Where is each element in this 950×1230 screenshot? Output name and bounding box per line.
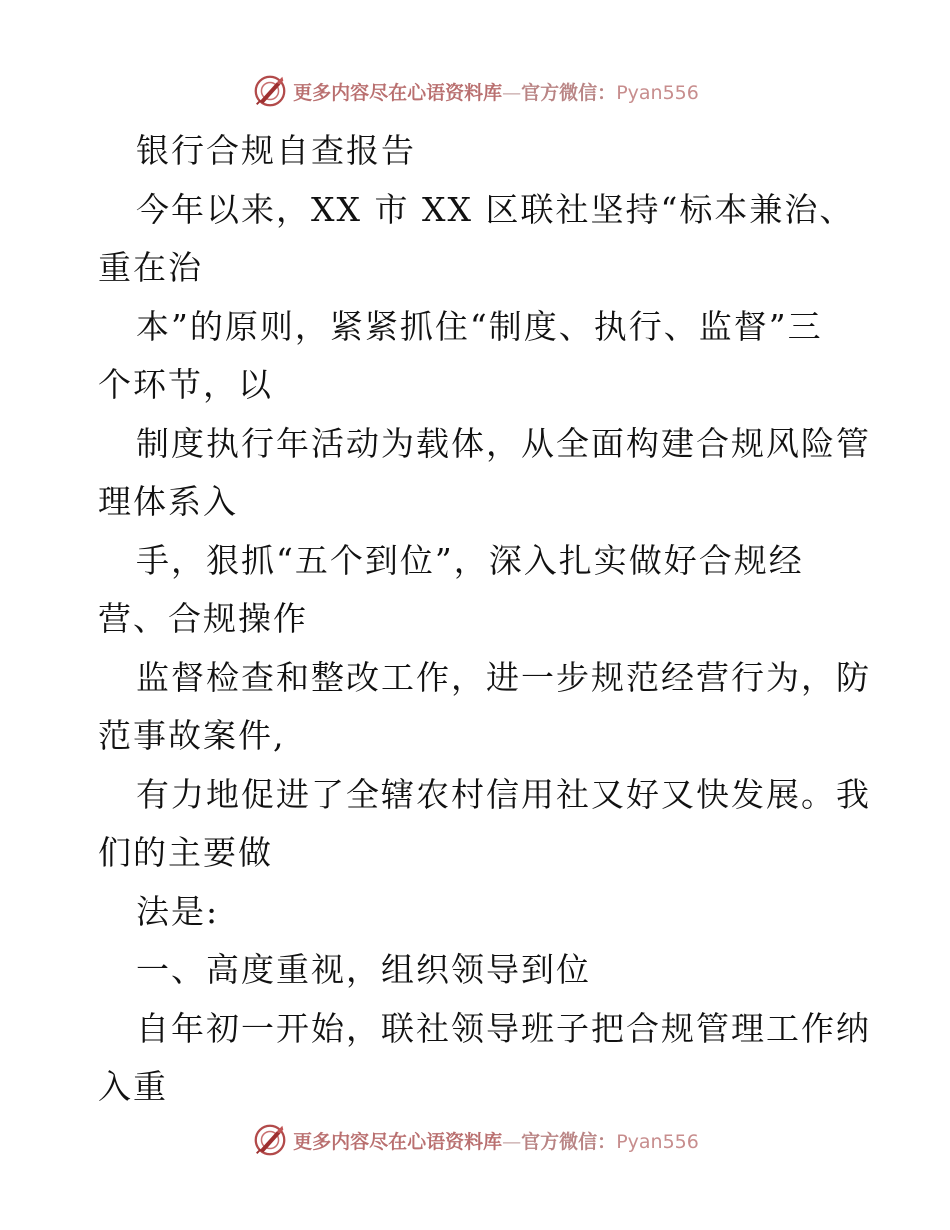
paragraph-line: 个环节，以: [98, 365, 273, 404]
watermark-main-text: 更多内容尽在心语资料库: [293, 1130, 503, 1153]
header-watermark: [0, 71, 950, 111]
paragraph-line: 范事故案件,: [98, 716, 286, 755]
paragraph-line: 自年初一开始，联社领导班子把合规管理工作纳: [136, 1008, 871, 1048]
quill-pen-logo-icon: [251, 72, 289, 110]
paragraph-line: 营、合规操作: [98, 599, 308, 638]
paragraph-line: 法是:: [136, 891, 220, 931]
watermark-wechat-label: 官方微信：: [521, 81, 617, 104]
paragraph-line: 理体系入: [98, 482, 238, 521]
quill-pen-logo-icon: [251, 1121, 289, 1159]
watermark-text: [293, 78, 699, 105]
watermark-main-text: 更多内容尽在心语资料库: [293, 81, 503, 104]
footer-watermark: [0, 1120, 950, 1160]
watermark-dash: —: [502, 1130, 522, 1153]
paragraph-line: 今年以来，XX 市 XX 区联社坚持“标本兼治、: [136, 189, 855, 229]
paragraph-line: 制度执行年活动为载体，从全面构建合规风险管: [136, 423, 871, 463]
paragraph-line: 入重: [98, 1067, 168, 1106]
watermark-wechat-label: 官方微信：: [521, 1130, 617, 1153]
paragraph-line: 重在治: [98, 248, 203, 287]
paragraph-line: 有力地促进了全辖农村信用社又好又快发展。我: [136, 774, 871, 814]
paragraph-line: 本”的原则，紧紧抓住“制度、执行、监督”三: [136, 306, 823, 346]
watermark-wechat-id: Pyan556: [616, 1130, 699, 1153]
paragraph-line: 们的主要做: [98, 833, 273, 872]
document-title: 银行合规自查报告: [136, 131, 416, 170]
watermark-wechat-id: Pyan556: [616, 81, 699, 104]
paragraph-line: 手，狠抓“五个到位”，深入扎实做好合规经: [136, 540, 804, 580]
document-body: [98, 122, 871, 1117]
section-heading: 一、高度重视，组织领导到位: [136, 950, 591, 989]
paragraph-line: 监督检查和整改工作，进一步规范经营行为，防: [136, 657, 871, 697]
watermark-text: [293, 1127, 699, 1154]
watermark-dash: —: [502, 81, 522, 104]
